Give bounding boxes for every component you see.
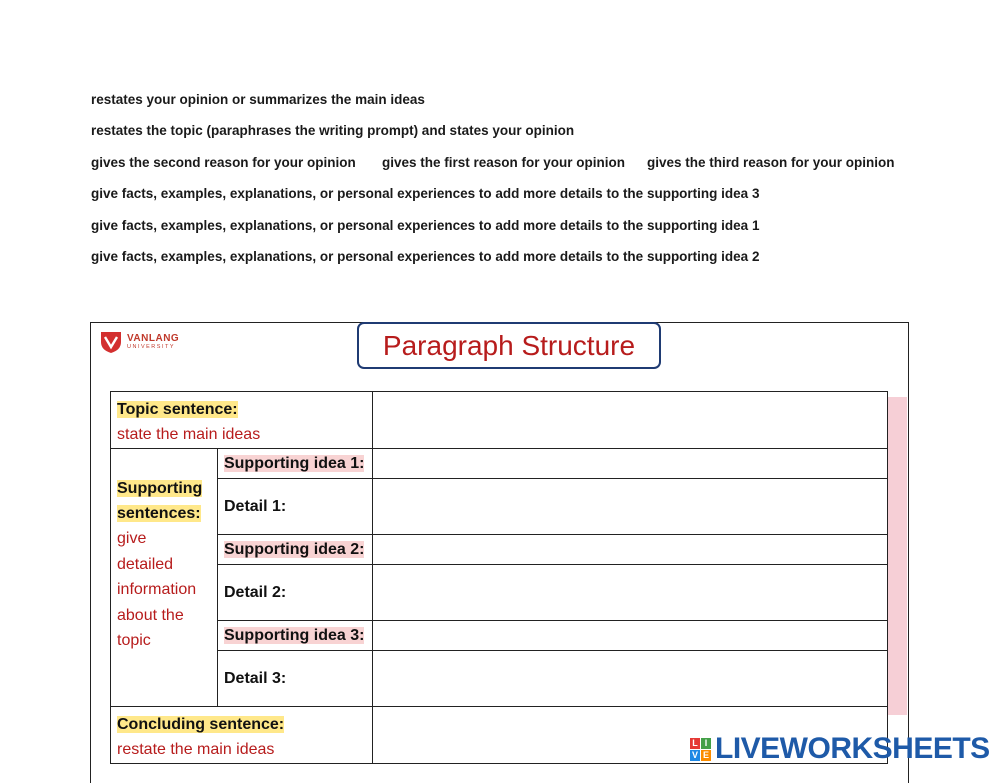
option-first-reason[interactable]: gives the first reason for your opinion (382, 155, 626, 170)
vanlang-logo (100, 330, 179, 354)
drop-zone-supporting-idea-3[interactable] (372, 621, 887, 651)
supporting-desc-2: detailed (117, 555, 174, 573)
supporting-label-2: sentences: (117, 505, 201, 522)
logo-tile-i: I (701, 738, 711, 749)
supporting-desc-4: about the (117, 606, 184, 624)
detail-3-label: Detail 3: (217, 651, 372, 707)
detail-1-label: Detail 1: (217, 479, 372, 535)
option-details-idea-1[interactable]: give facts, examples, explanations, or personal experiences to add more details to the supporting idea 1 (91, 218, 760, 233)
supporting-idea-2-label: Supporting idea 2: (223, 540, 365, 558)
paragraph-structure-table (110, 391, 888, 764)
supporting-idea-1-label: Supporting idea 1: (223, 454, 365, 472)
logo-tile-v: V (691, 750, 698, 760)
logo-tile-l: L (690, 738, 700, 749)
liveworksheets-logo-icon (690, 738, 711, 761)
liveworksheets-watermark (690, 732, 990, 766)
topic-sentence-label: Topic sentence: (117, 401, 238, 418)
drop-zone-supporting-idea-2[interactable] (372, 535, 887, 565)
option-details-idea-2[interactable]: give facts, examples, explanations, or personal experiences to add more details to the supporting idea 2 (91, 249, 760, 264)
option-third-reason[interactable]: gives the third reason for your opinion (647, 155, 895, 170)
option-second-reason[interactable]: gives the second reason for your opinion (91, 155, 356, 170)
supporting-idea-2-cell (217, 535, 372, 565)
supporting-desc-1: give (117, 530, 147, 547)
drop-zone-detail-2[interactable] (372, 565, 887, 621)
concluding-sentence-desc: restate the main ideas (117, 741, 275, 758)
drop-zone-supporting-idea-1[interactable] (372, 449, 887, 479)
supporting-sentences-cell (111, 449, 218, 707)
topic-sentence-cell (111, 392, 373, 449)
supporting-label-1: Supporting (117, 480, 203, 497)
drop-zone-detail-1[interactable] (372, 479, 887, 535)
supporting-idea-3-label: Supporting idea 3: (223, 626, 365, 644)
option-details-idea-3[interactable]: give facts, examples, explanations, or personal experiences to add more details to the supporting idea 3 (91, 186, 760, 201)
logo-tile-e: E (702, 750, 709, 760)
vanlang-shield-icon (100, 330, 122, 354)
liveworksheets-brand: LIVEWORKSHEETS (715, 732, 990, 765)
supporting-idea-3-cell (217, 621, 372, 651)
supporting-desc-3: information (117, 581, 197, 598)
logo-subtitle: UNIVERSITY (127, 343, 176, 350)
supporting-desc-5: topic (117, 632, 151, 649)
topic-sentence-desc: state the main ideas (117, 426, 261, 443)
detail-2-label: Detail 2: (217, 565, 372, 621)
drop-zone-topic[interactable] (372, 392, 887, 449)
concluding-sentence-cell (111, 707, 373, 764)
concluding-sentence-label: Concluding sentence: (117, 716, 285, 733)
option-restates-opinion[interactable]: restates your opinion or summarizes the main ideas (91, 92, 425, 107)
supporting-idea-1-cell (217, 449, 372, 479)
drop-zone-detail-3[interactable] (372, 651, 887, 707)
page-title: Paragraph Structure (357, 322, 661, 369)
option-restates-topic[interactable]: restates the topic (paraphrases the writing prompt) and states your opinion (91, 123, 575, 138)
side-decoration (888, 397, 907, 715)
logo-name: VANLANG (127, 332, 180, 344)
